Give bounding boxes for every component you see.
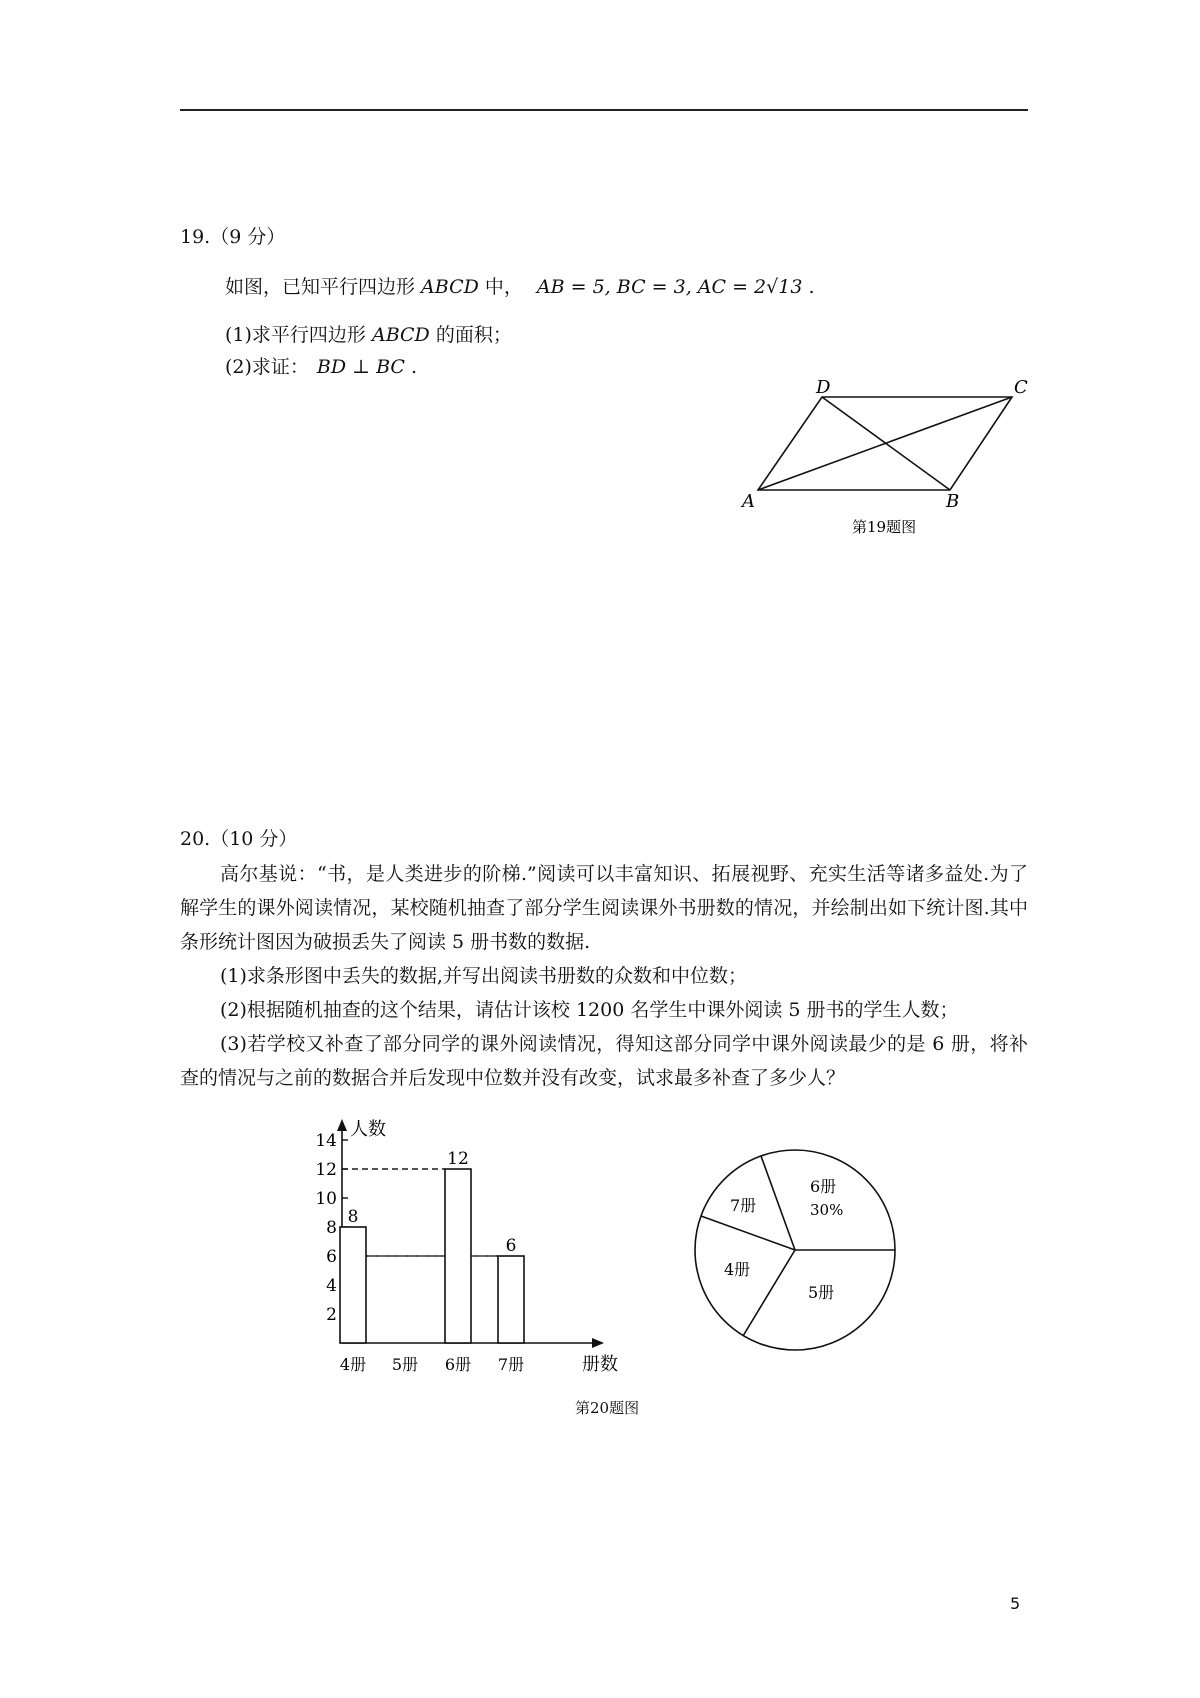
q19-stem-end: . xyxy=(802,276,815,298)
y-tick-label: 8 xyxy=(326,1218,337,1238)
bar-value-label: 12 xyxy=(447,1149,469,1169)
pie-slice-pct-6: 30% xyxy=(810,1201,844,1219)
q19-part2 xyxy=(225,355,417,379)
q19-part1 xyxy=(225,323,512,347)
y-tick-label: 4 xyxy=(326,1276,337,1296)
bar-4 xyxy=(340,1227,366,1343)
parallelogram-figure xyxy=(730,375,1040,540)
q19-stem-math: AB = 5, BC = 3, AC = 2√13 xyxy=(536,276,803,298)
q19-part2-suffix: . xyxy=(404,356,418,378)
q20-part1: (1)求条形图中丢失的数据,并写出阅读书册数的众数和中位数； xyxy=(220,965,747,987)
x-axis-label: 册数 xyxy=(582,1354,618,1375)
header-rule xyxy=(180,109,1028,111)
y-tick-label: 14 xyxy=(315,1131,337,1151)
vertex-label-b: B xyxy=(946,491,960,512)
q19-part2-math: BD ⊥ BC xyxy=(316,356,405,378)
pie-slice-label-6: 6册 xyxy=(810,1177,837,1196)
x-category-label: 4册 xyxy=(339,1355,367,1374)
vertex-label-a: A xyxy=(742,491,755,512)
page-number: 5 xyxy=(1010,1594,1021,1613)
pie-divider-7-6 xyxy=(761,1156,795,1250)
bar-6 xyxy=(445,1169,471,1343)
y-tick-label: 12 xyxy=(315,1160,337,1180)
q19-number: 19.（9 分） xyxy=(180,226,286,248)
q19-part1-shape: ABCD xyxy=(371,324,430,346)
q20-number: 20.（10 分） xyxy=(180,828,298,850)
diagonal-bd xyxy=(822,397,950,490)
pie-divider-5-4 xyxy=(743,1250,795,1336)
q19-stem-shape: ABCD xyxy=(421,276,479,298)
q19-part2-prefix: (2)求证： xyxy=(225,356,309,378)
pie-slice-label-5: 5册 xyxy=(808,1283,835,1302)
pie-chart xyxy=(690,1145,900,1355)
x-category-label: 5册 xyxy=(391,1355,419,1374)
q19-stem xyxy=(225,275,815,299)
bar-chart xyxy=(300,1115,630,1380)
q20-para1: 高尔基说：“书，是人类进步的阶梯.”阅读可以丰富知识、拓展视野、充实生活等诸多益处.为了解学生的课外阅读情况，某校随机抽查了部分学生阅读课外书册数的情况，并绘制出如下统计图.其中条形统计图因为破损丢失了阅读 5 册书数的数据. xyxy=(180,863,1028,953)
vertex-label-c: C xyxy=(1014,377,1028,398)
pie-slice-label-4: 4册 xyxy=(724,1260,751,1279)
q19-stem-mid: 中， xyxy=(478,276,523,298)
q20-part3: (3)若学校又补查了部分同学的课外阅读情况，得知这部分同学中课外阅读最少的是 6 册，将补查的情况与之前的数据合并后发现中位数并没有改变，试求最多补查了多少人？ xyxy=(180,1033,1028,1089)
y-axis-arrow xyxy=(337,1119,347,1131)
x-category-label: 6册 xyxy=(444,1355,472,1374)
y-tick-label: 2 xyxy=(326,1305,337,1325)
y-axis-label: 人数 xyxy=(350,1119,386,1140)
bar-value-label: 8 xyxy=(347,1207,359,1227)
vertex-label-d: D xyxy=(816,377,831,398)
q20-figure-caption: 第20题图 xyxy=(575,1399,640,1417)
y-tick-label: 10 xyxy=(315,1189,337,1209)
q19-part1-suffix: 的面积； xyxy=(429,324,512,346)
y-tick-label: 6 xyxy=(326,1247,337,1267)
q20-part2: (2)根据随机抽查的这个结果，请估计该校 1200 名学生中课外阅读 5 册书的学生人数； xyxy=(220,999,959,1021)
bar-value-label: 6 xyxy=(505,1236,517,1256)
q19-stem-prefix: 如图，已知平行四边形 xyxy=(225,276,422,298)
pie-divider-4-7 xyxy=(701,1216,795,1250)
x-axis-arrow xyxy=(592,1338,604,1348)
q19-figure-caption: 第19题图 xyxy=(852,518,917,536)
pie-slice-label-7: 7册 xyxy=(730,1196,757,1215)
bar-7 xyxy=(498,1256,524,1343)
x-category-label: 7册 xyxy=(497,1355,525,1374)
q19-part1-prefix: (1)求平行四边形 xyxy=(225,324,372,346)
